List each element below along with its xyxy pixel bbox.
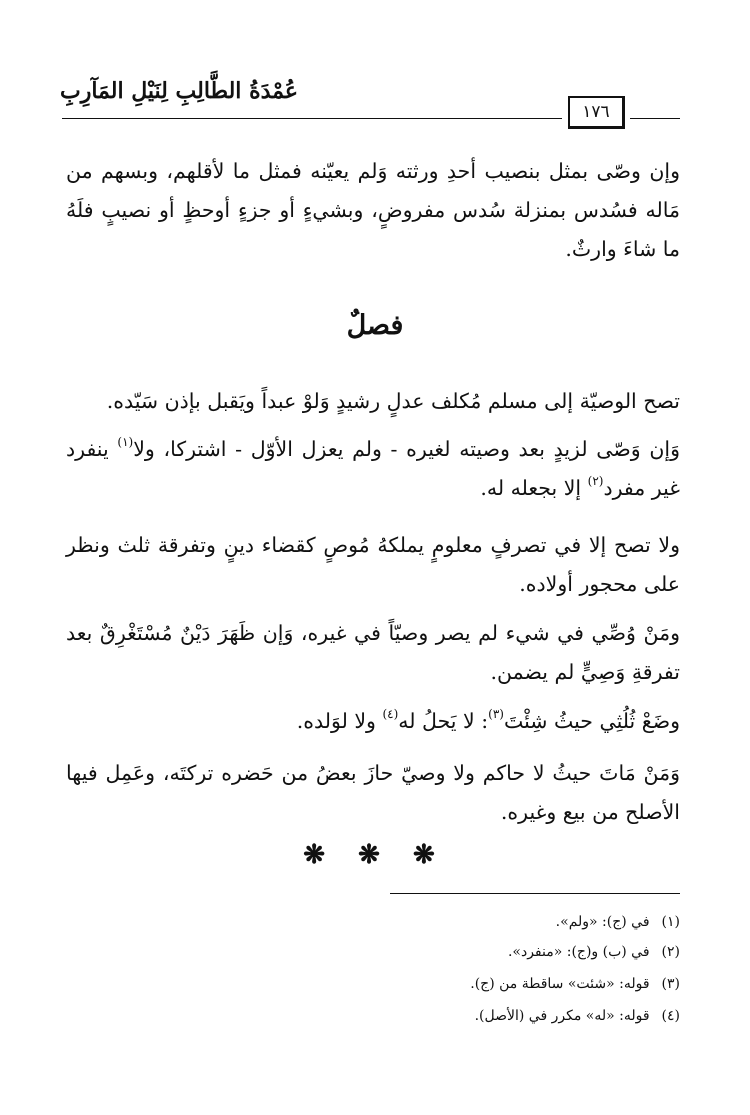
footnote-rule [390,893,680,894]
footnote-number: (٤) [661,1008,680,1024]
footnote-2 [300,942,680,962]
text-run: ولا لوَلده. [296,709,383,733]
paragraph-two-executors [66,430,680,508]
footnote-text: قوله: «شئت» ساقطة من (ج). [470,976,650,992]
footnote-text: في (ب) و(ج): «منفرد». [507,944,650,960]
text-run: وضَعْ ثُلُثِي حيثُ شِئْتَ [503,709,680,733]
footnote-ref-1: (١) [117,435,134,450]
footnote-4 [300,1006,680,1026]
text-run: ينفرد غير مفرد [66,437,680,500]
paragraph-bequest-share: وإن وصّى بمثل بنصيب أحدِ ورثته وَلم يعيّنه فمثل ما لأقلهم، وبسهم من مَاله فسُدس بمنزلة سُدس مفروضٍ، وبشيءٍ أو جزءٍ أوحظٍ أو نصيبٍ فلَهُ ما شاءَ وارثٌ. [66,159,680,261]
paragraph-no-judge: وَمَنْ مَاتَ حيثُ لا حاكم ولا وصيّ حازَ بعضُ من حَضره تركتَه، وعَمِل فيها الأصلح من بيع وغيره. [66,761,680,824]
footnote-1 [300,912,680,932]
section-heading: فصلٌ [346,310,404,341]
asterism-separator: ❋ ❋ ❋ [303,840,447,870]
footnote-ref-4: (٤) [382,707,399,722]
paragraph-third-placement [66,702,680,741]
page-number: ١٧٦ [568,96,625,129]
running-title: عُمْدَةُ الطَّالِبِ لِنَيْلِ المَآرِبِ [60,78,298,104]
paragraph-executor-conditions: تصح الوصيّة إلى مسلم مُكلف عدلٍ رشيدٍ وَلوْ عبداً ويَقبل بإذن سَيّده. [106,389,680,413]
text-run: : لا يَحلُ له [398,709,489,733]
text-run: وَإن وَصّى لزيدٍ بعد وصيته لغيره - ولم يعزل الأوّل - اشتركا، ولا [133,437,681,461]
footnote-ref-3: (٣) [488,707,504,722]
footnote-number: (٣) [661,976,680,992]
footnote-number: (٢) [661,944,680,960]
footnote-text: في (ج): «ولم». [555,914,650,930]
footnote-ref-2: (٢) [587,474,604,489]
footnote-3 [300,974,680,994]
paragraph-valid-disposal: ولا تصح إلا في تصرفٍ معلومٍ يملكهُ مُوصٍ كقضاء دينٍ وتفرقة ثلث ونظر على محجور أولاده. [66,533,680,596]
footnote-number: (١) [661,914,680,930]
paragraph-scope-of-executorship: ومَنْ وُصِّي في شيء لم يصر وصيّاً في غيره، وَإن ظَهَرَ دَيْنٌ مُسْتَغْرِقٌ بعد تفرقةِ وَصِيٍّ لم يضمن. [66,621,680,684]
text-run: إلا بجعله له. [480,476,588,500]
header-rule [62,118,562,119]
header-rule-short [630,118,680,119]
footnote-text: قوله: «له» مكرر في (الأصل). [474,1008,650,1024]
